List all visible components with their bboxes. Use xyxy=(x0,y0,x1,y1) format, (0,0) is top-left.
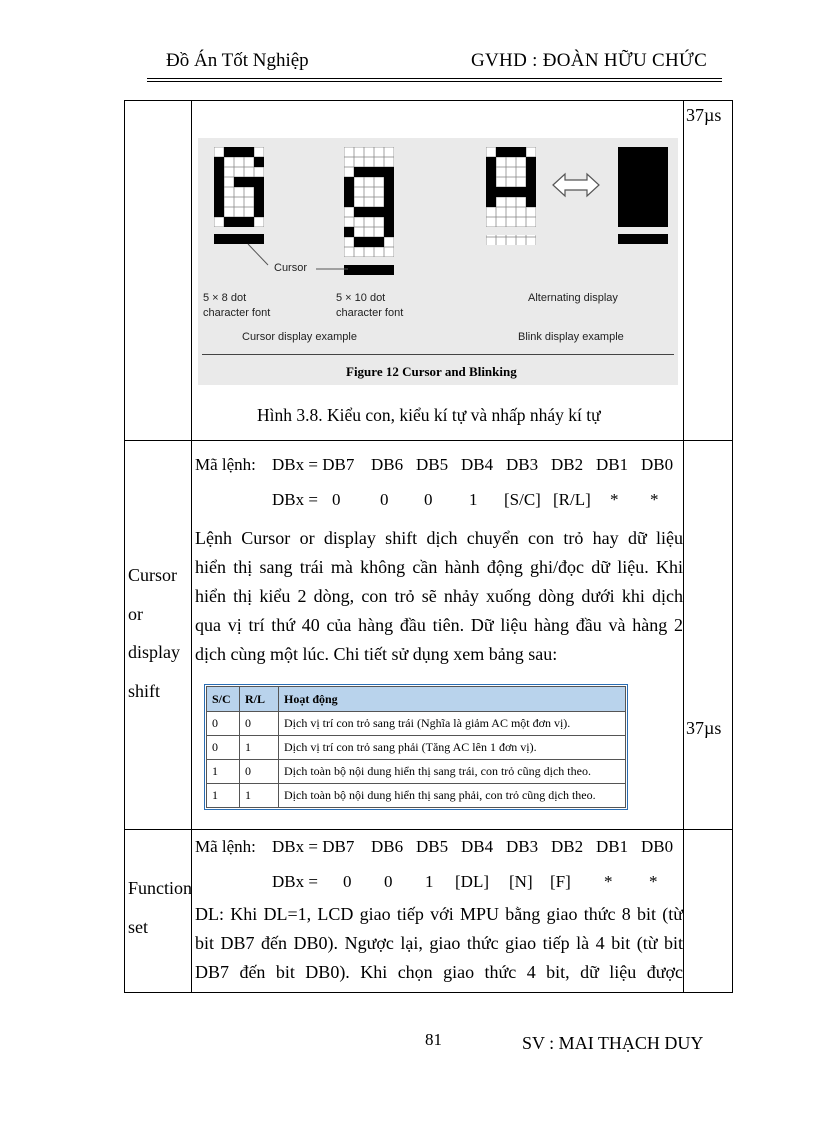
figure-blink-example: Blink display example xyxy=(518,331,624,343)
row2-code2-8: * xyxy=(650,490,659,509)
row2-code1-1: DB6 xyxy=(371,455,404,474)
row2-code2-3: 0 xyxy=(424,490,433,509)
row3-code1-5: DB2 xyxy=(551,837,584,856)
glyph-5x8 xyxy=(214,147,264,227)
row2-code2-4: 1 xyxy=(469,490,478,509)
row2-code2-7: * xyxy=(610,490,619,509)
cursor-blinking-figure xyxy=(198,138,678,385)
double-arrow-icon xyxy=(553,174,599,196)
table-cell: 0 xyxy=(207,712,240,736)
blink-block xyxy=(618,147,668,227)
figure-caption: Figure 12 Cursor and Blinking xyxy=(346,364,517,379)
shift-table-head-sc: S/C xyxy=(207,687,240,712)
row2-code1-7: DB0 xyxy=(641,455,674,474)
row3-paragraph xyxy=(195,900,683,987)
glyph-5x10 xyxy=(344,147,394,257)
header-subrule xyxy=(147,81,722,82)
row2-para-line: Lệnh Cursor or display shift dịch chuyển con trỏ hay dữ liệu xyxy=(195,528,683,548)
figure-graphics xyxy=(198,138,678,385)
row2-code2-0: DBx = xyxy=(272,490,318,509)
glyph-alternating xyxy=(486,147,536,245)
row-divider-2 xyxy=(124,829,733,830)
header-rule xyxy=(147,78,722,79)
row2-time: 37µs xyxy=(686,718,722,738)
row3-code1-1: DB6 xyxy=(371,837,404,856)
row2-code1-0: DBx = DB7 xyxy=(272,455,355,474)
table-cell: Dịch vị trí con trỏ sang phải (Tăng AC lên 1 đơn vị). xyxy=(279,736,626,760)
table-cell: 0 xyxy=(207,736,240,760)
row3-code2-5: [N] xyxy=(509,872,533,891)
row2-code2-2: 0 xyxy=(380,490,389,509)
col-divider-1 xyxy=(191,100,192,993)
figure-cursor-label: Cursor xyxy=(274,262,308,274)
row3-code1-6: DB1 xyxy=(596,837,629,856)
row3-code-label: Mã lệnh: xyxy=(195,837,256,856)
figure-font8-line2: character font xyxy=(203,307,271,319)
row2-name-1: Cursor xyxy=(128,565,177,585)
shift-table-head-action: Hoạt động xyxy=(279,687,626,712)
shift-table xyxy=(206,686,626,808)
row2-para-line: hiển thị kiểu 2 dòng, con trỏ sẽ nhảy xuống dòng dưới khi dịch xyxy=(195,586,683,606)
row3-code2-8: * xyxy=(649,872,658,891)
row3-code1-3: DB4 xyxy=(461,837,494,856)
figure-vn-caption: Hình 3.8. Kiểu con, kiểu kí tự và nhấp nháy kí tự xyxy=(257,405,601,425)
table-cell: Dịch toàn bộ nội dung hiển thị sang phải, con trỏ cũng dịch theo. xyxy=(279,784,626,808)
row3-code1-0: DBx = DB7 xyxy=(272,837,355,856)
cursor-bar-5x8 xyxy=(214,234,264,244)
figure-alternating-label: Alternating display xyxy=(528,292,618,304)
row2-name-2: or xyxy=(128,604,143,624)
row2-code1-6: DB1 xyxy=(596,455,629,474)
row2-name-4: shift xyxy=(128,681,161,701)
row2-code1-3: DB4 xyxy=(461,455,494,474)
row2-code1-2: DB5 xyxy=(416,455,449,474)
table-row xyxy=(207,760,626,784)
figure-font8-line1: 5 × 8 dot xyxy=(203,292,247,304)
row3-name-1: Function xyxy=(128,878,193,898)
table-cell: 0 xyxy=(240,712,279,736)
row3-code2-7: * xyxy=(604,872,613,891)
table-cell: 1 xyxy=(207,760,240,784)
row3-code1-7: DB0 xyxy=(641,837,674,856)
row2-para-line: dịch cùng một lúc. Chi tiết sử dụng xem bảng sau: xyxy=(195,644,558,664)
header-right: GVHD : ĐOÀN HỮU CHỨC xyxy=(471,50,708,71)
figure-font10-line2: character font xyxy=(336,307,404,319)
row-divider-1 xyxy=(124,440,733,441)
table-cell: 0 xyxy=(240,760,279,784)
page-number: 81 xyxy=(425,1030,442,1049)
table-cell: Dịch vị trí con trỏ sang trái (Nghĩa là giảm AC một đơn vị). xyxy=(279,712,626,736)
row3-para-line: DB7 đến bit DB0). Khi chọn giao thức 4 bit, dữ liệu được xyxy=(195,962,683,982)
row3-code1-4: DB3 xyxy=(506,837,539,856)
header-left: Đồ Án Tốt Nghiệp xyxy=(166,50,309,71)
table-row xyxy=(207,712,626,736)
row2-code2-1: 0 xyxy=(332,490,341,509)
cursor-bar-5x10 xyxy=(344,265,394,275)
row2-code1-4: DB3 xyxy=(506,455,539,474)
row2-code2-6: [R/L] xyxy=(553,490,591,509)
figure-cursor-example: Cursor display example xyxy=(242,331,357,343)
shift-table-head-rl: R/L xyxy=(240,687,279,712)
col-divider-2 xyxy=(683,100,684,993)
table-row xyxy=(207,784,626,808)
row2-code-label: Mã lệnh: xyxy=(195,455,256,474)
row3-code2-1: 0 xyxy=(343,872,352,891)
row3-code2-3: 1 xyxy=(425,872,434,891)
row2-para-line: qua vị trí thứ 40 của hàng đầu tiên. Dữ liệu hàng đầu và hàng 2 xyxy=(195,615,683,635)
table-cell: 1 xyxy=(240,784,279,808)
figure-rule xyxy=(202,354,674,355)
row3-code2-6: [F] xyxy=(550,872,571,891)
table-cell: 1 xyxy=(240,736,279,760)
shift-table-header xyxy=(207,687,626,712)
row3-para-line: bit DB7 đến DB0). Ngược lại, giao thức giao tiếp là 4 bit (từ bit xyxy=(195,933,683,953)
row3-code2-0: DBx = xyxy=(272,872,318,891)
row1-time: 37µs xyxy=(686,105,722,125)
row2-paragraph xyxy=(195,524,683,669)
row2-code2-5: [S/C] xyxy=(504,490,541,509)
row2-name-3: display xyxy=(128,642,180,662)
row3-para-line: DL: Khi DL=1, LCD giao tiếp với MPU bằng giao thức 8 bit (từ xyxy=(195,904,683,924)
figure-font10-line1: 5 × 10 dot xyxy=(336,292,386,304)
blink-cursor-bar xyxy=(618,234,668,244)
table-cell: 1 xyxy=(207,784,240,808)
row2-code1-5: DB2 xyxy=(551,455,584,474)
row3-code2-2: 0 xyxy=(384,872,393,891)
footer-student: SV : MAI THẠCH DUY xyxy=(522,1033,704,1053)
row3-name-2: set xyxy=(128,917,148,937)
row3-code2-4: [DL] xyxy=(455,872,489,891)
row2-para-line: hiển thị sang trái mà không cần hành động ghi/đọc dữ liệu. Khi xyxy=(195,557,683,577)
table-row xyxy=(207,736,626,760)
table-cell: Dịch toàn bộ nội dung hiển thị sang trái, con trỏ cũng dịch theo. xyxy=(279,760,626,784)
row3-code1-2: DB5 xyxy=(416,837,449,856)
